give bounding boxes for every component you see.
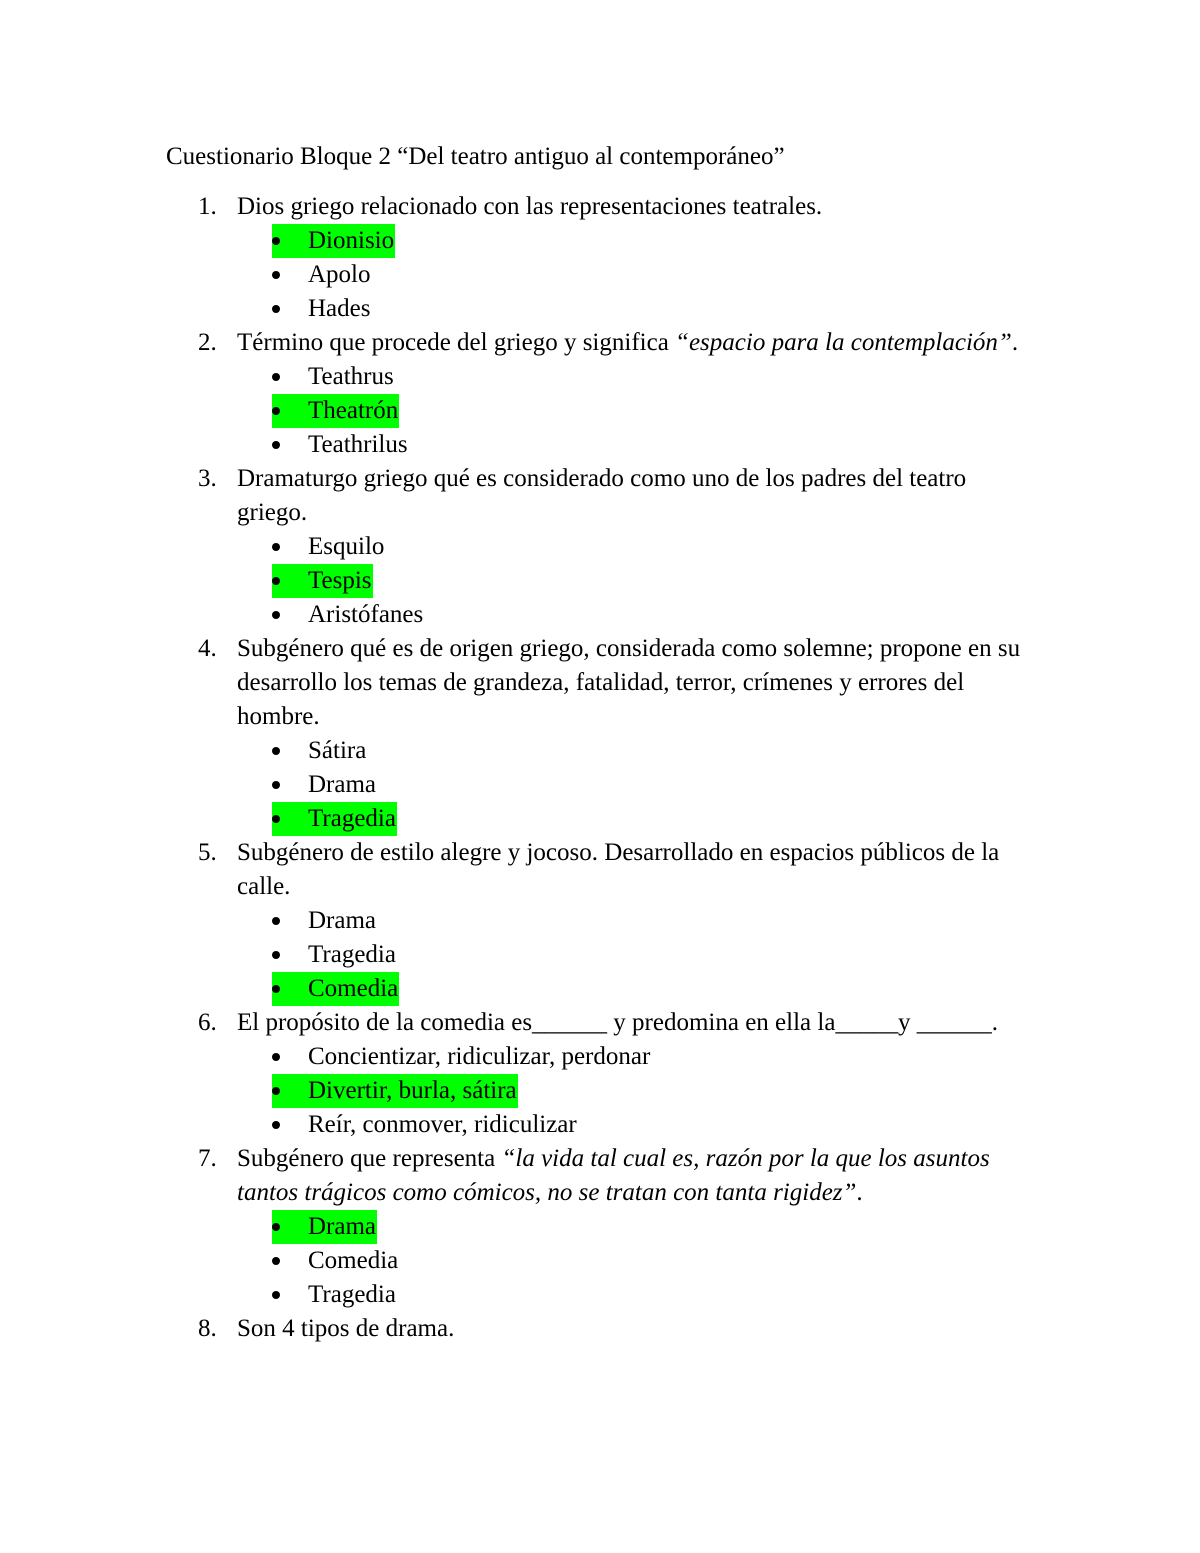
answer-option-correct <box>0 1210 1200 1244</box>
answer-option-correct <box>0 1074 1200 1108</box>
answer-options <box>0 734 1200 836</box>
question-number: 1. <box>198 193 217 220</box>
bullet-icon <box>272 1257 280 1265</box>
bullet-icon <box>272 1291 280 1299</box>
question-item <box>0 632 1200 836</box>
document-title: Cuestionario Bloque 2 “Del teatro antiguo al contemporáneo” <box>166 143 785 170</box>
answer-option <box>0 292 1200 326</box>
answer-option-label: Concientizar, ridiculizar, perdonar <box>308 1043 651 1070</box>
answer-option-correct <box>0 394 1200 428</box>
answer-options <box>0 904 1200 1006</box>
question-list <box>0 190 1200 1346</box>
question-text <box>237 1006 1037 1040</box>
bullet-icon <box>272 781 280 789</box>
bullet-icon <box>272 305 280 313</box>
question-text <box>237 462 1037 530</box>
answer-option-label: Sátira <box>308 737 367 764</box>
question-item <box>0 1312 1200 1346</box>
question-number: 6. <box>198 1009 217 1036</box>
answer-option-label: Theatrón <box>308 394 399 428</box>
answer-option-label: Tragedia <box>308 941 396 968</box>
question-prompt: Subgénero que representa <box>237 1145 502 1172</box>
answer-option <box>0 258 1200 292</box>
bullet-icon <box>272 1223 280 1231</box>
answer-option <box>0 428 1200 462</box>
answer-option-label: Drama <box>308 907 377 934</box>
answer-options <box>0 1040 1200 1142</box>
question-number: 8. <box>198 1315 217 1342</box>
answer-option-correct <box>0 802 1200 836</box>
answer-option-label: Comedia <box>308 972 399 1006</box>
question-number: 7. <box>198 1145 217 1172</box>
answer-option-label: Teathrilus <box>308 431 408 458</box>
question-text <box>237 632 1037 734</box>
question-prompt: Subgénero de estilo alegre y jocoso. Desarrollado en espacios públicos de la calle. <box>237 839 1000 900</box>
question-number: 2. <box>198 329 217 356</box>
answer-option-correct <box>0 564 1200 598</box>
answer-options <box>0 530 1200 632</box>
question-prompt: Dios griego relacionado con las representaciones teatrales. <box>237 193 823 220</box>
answer-option <box>0 1244 1200 1278</box>
question-text <box>237 190 1037 224</box>
answer-option-label: Drama <box>308 771 377 798</box>
question-item <box>0 326 1200 462</box>
answer-option-label: Drama <box>308 1210 377 1244</box>
bullet-icon <box>272 1087 280 1095</box>
question-item <box>0 1006 1200 1142</box>
answer-option-label: Comedia <box>308 1247 399 1274</box>
question-text <box>237 1142 1037 1210</box>
answer-option-label: Hades <box>308 295 371 322</box>
question-quote: “espacio para la contemplación” <box>675 329 1012 356</box>
question-prompt: El propósito de la comedia es______ y predomina en ella la_____y ______. <box>237 1009 998 1036</box>
answer-option-label: Teathrus <box>308 363 394 390</box>
bullet-icon <box>272 373 280 381</box>
bullet-icon <box>272 815 280 823</box>
answer-option <box>0 1040 1200 1074</box>
question-end-punctuation: . <box>1011 329 1019 356</box>
bullet-icon <box>272 577 280 585</box>
answer-option-label: Dionisio <box>308 224 395 258</box>
answer-option-label: Apolo <box>308 261 371 288</box>
question-number: 4. <box>198 635 217 662</box>
bullet-icon <box>272 1053 280 1061</box>
answer-option <box>0 904 1200 938</box>
answer-option-label: Aristófanes <box>308 601 424 628</box>
answer-option <box>0 530 1200 564</box>
bullet-icon <box>272 441 280 449</box>
answer-option <box>0 768 1200 802</box>
question-prompt: Son 4 tipos de drama. <box>237 1315 455 1342</box>
question-prompt: Término que procede del griego y significa <box>237 329 676 356</box>
question-quote: “la vida tal cual es, razón por la que los asuntos tantos trágicos como cómicos, no se tratan con tanta rigidez” <box>237 1145 990 1206</box>
question-item <box>0 836 1200 1006</box>
bullet-icon <box>272 271 280 279</box>
question-item <box>0 190 1200 326</box>
bullet-icon <box>272 951 280 959</box>
answer-options <box>0 360 1200 462</box>
answer-options <box>0 1210 1200 1312</box>
question-prompt: Subgénero qué es de origen griego, considerada como solemne; propone en su desarrollo los temas de grandeza, fatalidad, terror, crímenes y errores del hombre. <box>237 635 1021 730</box>
answer-options <box>0 224 1200 326</box>
answer-option-label: Tragedia <box>308 1281 396 1308</box>
bullet-icon <box>272 237 280 245</box>
answer-option <box>0 734 1200 768</box>
question-number: 3. <box>198 465 217 492</box>
answer-option-label: Tespis <box>308 564 373 598</box>
question-number: 5. <box>198 839 217 866</box>
answer-option-label: Tragedia <box>308 802 397 836</box>
bullet-icon <box>272 985 280 993</box>
answer-option <box>0 1108 1200 1142</box>
question-text <box>237 836 1037 904</box>
answer-option-label: Divertir, burla, sátira <box>308 1074 518 1108</box>
bullet-icon <box>272 1121 280 1129</box>
bullet-icon <box>272 543 280 551</box>
question-item <box>0 1142 1200 1312</box>
answer-option <box>0 598 1200 632</box>
question-item <box>0 462 1200 632</box>
question-end-punctuation: . <box>856 1179 863 1206</box>
answer-option-label: Esquilo <box>308 533 385 560</box>
answer-option <box>0 938 1200 972</box>
question-text <box>237 326 1037 360</box>
bullet-icon <box>272 917 280 925</box>
bullet-icon <box>272 611 280 619</box>
answer-option-correct <box>0 224 1200 258</box>
bullet-icon <box>272 747 280 755</box>
question-text <box>237 1312 1037 1346</box>
answer-option-correct <box>0 972 1200 1006</box>
answer-option <box>0 360 1200 394</box>
answer-option <box>0 1278 1200 1312</box>
answer-option-label: Reír, conmover, ridiculizar <box>308 1111 577 1138</box>
bullet-icon <box>272 407 280 415</box>
question-prompt: Dramaturgo griego qué es considerado como uno de los padres del teatro griego. <box>237 465 967 526</box>
